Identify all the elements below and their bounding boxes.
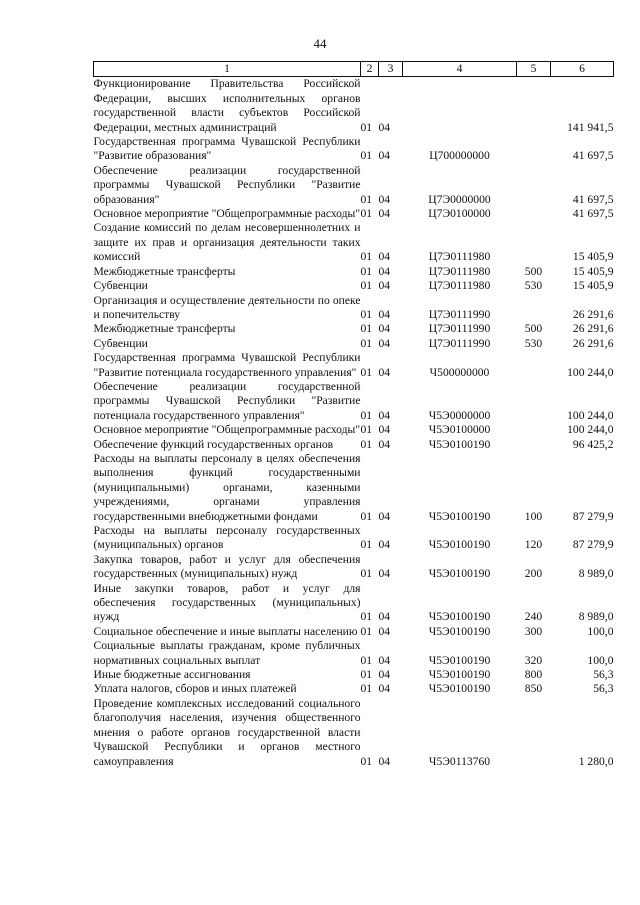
row-expense-type bbox=[517, 438, 551, 452]
row-target-article: Ч5Э0100190 bbox=[428, 509, 491, 523]
row-target-article: Ч5Э0100190 bbox=[428, 624, 491, 638]
row-subsection: 04 bbox=[378, 207, 391, 221]
row-name: Обеспечение реализации государственной программы Чувашской Республики "Развитие образования" bbox=[93, 163, 361, 206]
row-amount: 8 989,0 bbox=[578, 610, 614, 624]
row-amount: 96 425,2 bbox=[572, 437, 614, 451]
table-row bbox=[94, 639, 614, 668]
row-section: 01 bbox=[360, 250, 373, 264]
header-col-6: 6 bbox=[551, 62, 614, 77]
row-name: Межбюджетные трансферты bbox=[93, 322, 236, 336]
row-section: 01 bbox=[360, 682, 373, 696]
row-subsection: 04 bbox=[378, 682, 391, 696]
header-row bbox=[94, 62, 614, 77]
row-expense-type: 200 bbox=[524, 567, 543, 581]
table-row bbox=[94, 524, 614, 553]
row-section: 01 bbox=[360, 322, 373, 336]
row-subsection: 04 bbox=[378, 610, 391, 624]
row-section: 01 bbox=[360, 624, 373, 638]
row-name: Межбюджетные трансферты bbox=[93, 264, 236, 278]
row-expense-type: 530 bbox=[524, 336, 543, 350]
row-section: 01 bbox=[360, 336, 373, 350]
row-amount: 15 405,9 bbox=[572, 279, 614, 293]
row-amount: 8 989,0 bbox=[578, 567, 614, 581]
row-expense-type bbox=[517, 294, 551, 323]
row-subsection: 04 bbox=[378, 149, 391, 163]
row-target-article: Ч5Э0100190 bbox=[428, 437, 491, 451]
row-section: 01 bbox=[360, 567, 373, 581]
row-target-article: Ч5Э0100000 bbox=[428, 423, 491, 437]
table-body bbox=[94, 77, 614, 769]
row-target-article: Ч5Э0113760 bbox=[428, 754, 491, 768]
row-expense-type bbox=[517, 423, 551, 437]
row-amount: 56,3 bbox=[593, 682, 614, 696]
row-section: 01 bbox=[360, 423, 373, 437]
row-subsection: 04 bbox=[378, 365, 391, 379]
row-expense-type bbox=[517, 351, 551, 380]
row-subsection: 04 bbox=[378, 336, 391, 350]
row-section: 01 bbox=[360, 437, 373, 451]
row-target-article: Ц7Э0111990 bbox=[428, 336, 491, 350]
row-section: 01 bbox=[360, 668, 373, 682]
row-target-article: Ч5Э0100190 bbox=[428, 538, 491, 552]
row-amount: 141 941,5 bbox=[567, 120, 614, 134]
row-target-article: Ц7Э0000000 bbox=[428, 192, 491, 206]
row-amount: 100 244,0 bbox=[567, 365, 614, 379]
header-col-2: 2 bbox=[361, 62, 379, 77]
row-amount: 15 405,9 bbox=[572, 264, 614, 278]
row-subsection: 04 bbox=[378, 567, 391, 581]
table-row bbox=[94, 438, 614, 452]
row-amount: 41 697,5 bbox=[572, 207, 614, 221]
row-subsection: 04 bbox=[378, 408, 391, 422]
row-subsection: 04 bbox=[378, 509, 391, 523]
row-amount: 1 280,0 bbox=[578, 754, 614, 768]
row-target-article: Ч5Э0000000 bbox=[428, 408, 491, 422]
table-row bbox=[94, 294, 614, 323]
table-row bbox=[94, 697, 614, 769]
row-amount: 41 697,5 bbox=[572, 192, 614, 206]
table-row bbox=[94, 265, 614, 279]
row-name: Уплата налогов, сборов и иных платежей bbox=[93, 682, 297, 696]
row-expense-type: 100 bbox=[524, 509, 543, 523]
row-section: 01 bbox=[360, 408, 373, 422]
row-amount: 100,0 bbox=[587, 653, 614, 667]
row-section: 01 bbox=[360, 653, 373, 667]
table-row bbox=[94, 582, 614, 625]
row-name: Создание комиссий по делам несовершеннолетних и защите их прав и организация деятельности таких комиссий bbox=[93, 221, 361, 264]
row-expense-type: 500 bbox=[524, 264, 543, 278]
row-amount: 100,0 bbox=[587, 624, 614, 638]
row-amount: 26 291,6 bbox=[572, 307, 614, 321]
row-name: Иные бюджетные ассигнования bbox=[93, 668, 251, 682]
row-name: Расходы на выплаты персоналу государственных (муниципальных) органов bbox=[93, 524, 361, 552]
row-amount: 26 291,6 bbox=[572, 322, 614, 336]
row-name: Обеспечение реализации государственной программы Чувашской Республики "Развитие потенциала государственного управления" bbox=[93, 379, 361, 422]
row-amount: 41 697,5 bbox=[572, 149, 614, 163]
row-subsection: 04 bbox=[378, 437, 391, 451]
row-name: Проведение комплексных исследований социального благополучия населения, изучения общественного мнения о работе органов государственной власти Чувашской Республики и органов местного самоуправления bbox=[93, 696, 361, 768]
row-amount: 100 244,0 bbox=[567, 423, 614, 437]
row-subsection: 04 bbox=[378, 754, 391, 768]
row-subsection: 04 bbox=[378, 264, 391, 278]
row-amount: 87 279,9 bbox=[572, 538, 614, 552]
row-section: 01 bbox=[360, 538, 373, 552]
row-name: Основное мероприятие "Общепрограммные расходы" bbox=[93, 207, 361, 221]
row-name: Основное мероприятие "Общепрограммные расходы" bbox=[93, 423, 361, 437]
row-section: 01 bbox=[360, 754, 373, 768]
row-section: 01 bbox=[360, 207, 373, 221]
row-expense-type: 850 bbox=[524, 682, 543, 696]
row-amount: 100 244,0 bbox=[567, 408, 614, 422]
row-name: Государственная программа Чувашской Республики "Развитие потенциала государственного управления" bbox=[93, 351, 361, 379]
budget-table bbox=[93, 61, 614, 769]
table-row bbox=[94, 207, 614, 221]
table-row bbox=[94, 553, 614, 582]
row-expense-type: 500 bbox=[524, 322, 543, 336]
row-target-article: Ч5Э0100190 bbox=[428, 668, 491, 682]
table-row bbox=[94, 380, 614, 423]
row-target-article: Ч5Э0100190 bbox=[428, 682, 491, 696]
row-section: 01 bbox=[360, 264, 373, 278]
row-subsection: 04 bbox=[378, 322, 391, 336]
row-target-article: Ч500000000 bbox=[429, 365, 490, 379]
row-amount: 56,3 bbox=[593, 668, 614, 682]
row-subsection: 04 bbox=[378, 624, 391, 638]
row-section: 01 bbox=[360, 279, 373, 293]
row-name: Социальное обеспечение и иные выплаты населению bbox=[93, 624, 358, 638]
row-expense-type bbox=[517, 77, 551, 135]
row-name: Функционирование Правительства Российской Федерации, высших исполнительных органов государственной власти субъектов Российской Федерации, местных администраций bbox=[93, 77, 361, 134]
row-section: 01 bbox=[360, 610, 373, 624]
row-section: 01 bbox=[360, 192, 373, 206]
row-name: Обеспечение функций государственных органов bbox=[93, 437, 334, 451]
row-name: Расходы на выплаты персоналу в целях обеспечения выполнения функций государственными (муниципальными) органами, казенными учреждениями, органами управления государственными внебюджетными фондами bbox=[93, 451, 361, 523]
row-expense-type: 800 bbox=[524, 668, 543, 682]
row-name: Субвенции bbox=[93, 336, 148, 350]
row-expense-type bbox=[517, 697, 551, 769]
row-name: Государственная программа Чувашской Республики "Развитие образования" bbox=[93, 135, 361, 163]
row-subsection: 04 bbox=[378, 192, 391, 206]
row-target-article: Ч5Э0100190 bbox=[428, 610, 491, 624]
row-subsection: 04 bbox=[378, 307, 391, 321]
header-col-4: 4 bbox=[403, 62, 517, 77]
row-expense-type bbox=[517, 221, 551, 264]
row-expense-type bbox=[517, 380, 551, 423]
row-subsection: 04 bbox=[378, 538, 391, 552]
page-number: 44 bbox=[313, 36, 327, 51]
row-target-article: Ц7Э0111990 bbox=[428, 307, 491, 321]
row-subsection: 04 bbox=[378, 668, 391, 682]
row-subsection: 04 bbox=[378, 120, 391, 134]
row-target-article: Ц7Э0111980 bbox=[428, 264, 491, 278]
row-name: Организация и осуществление деятельности по опеке и попечительству bbox=[93, 293, 361, 321]
row-amount: 15 405,9 bbox=[572, 250, 614, 264]
header-col-5: 5 bbox=[517, 62, 551, 77]
table-row bbox=[94, 164, 614, 207]
table-row bbox=[94, 135, 614, 164]
header-col-3: 3 bbox=[379, 62, 403, 77]
row-target-article: Ц700000000 bbox=[429, 149, 490, 163]
table-row bbox=[94, 423, 614, 437]
row-expense-type bbox=[517, 207, 551, 221]
row-subsection: 04 bbox=[378, 250, 391, 264]
row-name: Социальные выплаты гражданам, кроме публичных нормативных социальных выплат bbox=[93, 639, 361, 667]
row-expense-type bbox=[517, 135, 551, 164]
row-target-article bbox=[403, 77, 517, 135]
row-amount: 26 291,6 bbox=[572, 336, 614, 350]
row-name: Иные закупки товаров, работ и услуг для обеспечения государственных (муниципальных) нужд bbox=[93, 581, 361, 624]
row-section: 01 bbox=[360, 509, 373, 523]
table-row bbox=[94, 77, 614, 135]
row-section: 01 bbox=[360, 307, 373, 321]
table-row bbox=[94, 279, 614, 293]
row-expense-type: 320 bbox=[524, 653, 543, 667]
header-col-1: 1 bbox=[94, 62, 361, 77]
row-amount: 87 279,9 bbox=[572, 509, 614, 523]
row-target-article: Ц7Э0100000 bbox=[428, 207, 491, 221]
row-target-article: Ч5Э0100190 bbox=[428, 567, 491, 581]
table-row bbox=[94, 351, 614, 380]
row-expense-type: 300 bbox=[524, 624, 543, 638]
row-name: Субвенции bbox=[93, 279, 148, 293]
table-header bbox=[94, 62, 614, 77]
row-expense-type: 120 bbox=[524, 538, 543, 552]
table-row bbox=[94, 452, 614, 524]
table-row bbox=[94, 322, 614, 336]
row-target-article: Ц7Э0111980 bbox=[428, 279, 491, 293]
row-section: 01 bbox=[360, 120, 373, 134]
row-name: Закупка товаров, работ и услуг для обеспечения государственных (муниципальных) нужд bbox=[93, 552, 361, 581]
table-row bbox=[94, 668, 614, 682]
row-target-article: Ч5Э0100190 bbox=[428, 653, 491, 667]
row-subsection: 04 bbox=[378, 653, 391, 667]
row-expense-type: 240 bbox=[524, 610, 543, 624]
table-row bbox=[94, 625, 614, 639]
table-row bbox=[94, 221, 614, 264]
row-section: 01 bbox=[360, 149, 373, 163]
row-expense-type bbox=[517, 164, 551, 207]
row-section: 01 bbox=[360, 365, 373, 379]
row-target-article: Ц7Э0111980 bbox=[428, 250, 491, 264]
row-expense-type: 530 bbox=[524, 279, 543, 293]
row-subsection: 04 bbox=[378, 279, 391, 293]
table-row bbox=[94, 337, 614, 351]
row-subsection: 04 bbox=[378, 423, 391, 437]
row-target-article: Ц7Э0111990 bbox=[428, 322, 491, 336]
table-row bbox=[94, 682, 614, 696]
